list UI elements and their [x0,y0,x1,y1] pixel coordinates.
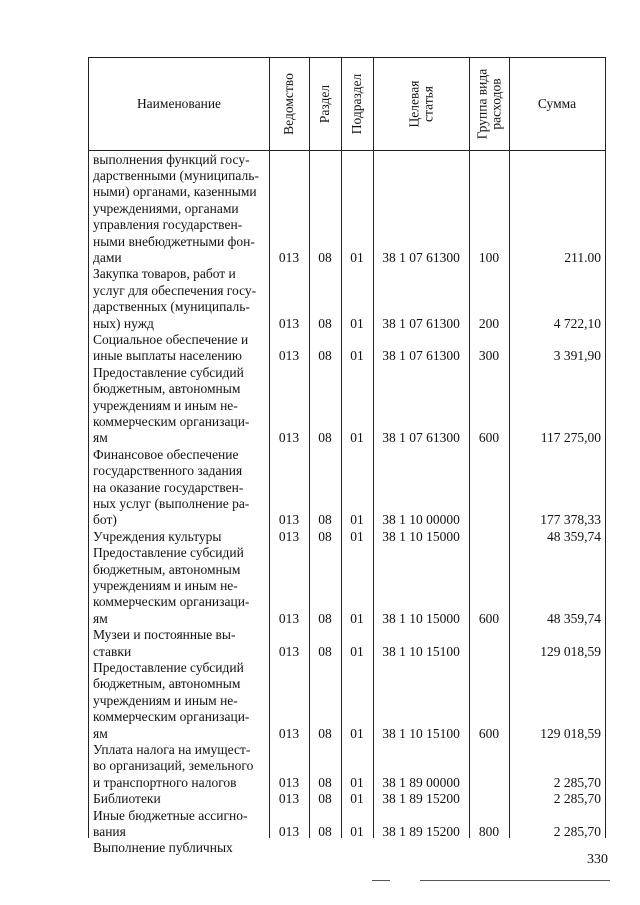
row-name-line: Социальное обеспечение и [93,331,249,347]
row-name-line: учреждениям и иным не- [93,692,238,708]
column-divider [509,58,510,838]
column-divider [341,58,342,838]
header-celevaya-line1: Целевая [406,80,421,128]
cell-celevaya: 38 1 89 15200 [382,823,460,839]
header-podrazdel-text: Подраздел [349,73,365,135]
row-name-line: Выполнение публичных [93,840,233,856]
row-name-line: и транспортного налогов [93,774,237,790]
header-razdel-text: Раздел [317,84,332,124]
cell-razdel: 08 [318,791,332,807]
cell-celevaya: 38 1 07 61300 [382,315,460,331]
row-name-line: Учреждения культуры [93,528,222,544]
header-gruppa [469,58,509,150]
cell-summa: 48 359,74 [547,528,601,544]
row-name-line: коммерческим организаци- [93,413,250,429]
cell-razdel: 08 [318,430,332,446]
cell-podrazdel: 01 [350,512,364,528]
cell-razdel: 08 [318,643,332,659]
row-name-line: ям [93,430,108,446]
row-name [93,742,265,791]
row-name [93,808,265,841]
row-name [93,266,265,332]
cell-razdel: 08 [318,348,332,364]
cell-celevaya: 38 1 07 61300 [382,249,460,265]
cell-podrazdel: 01 [350,430,364,446]
row-name [93,627,265,660]
row-name [93,840,265,856]
row-name-line: Предоставление субсидий [93,659,244,675]
cell-podrazdel: 01 [350,774,364,790]
footer-mark [372,880,390,881]
cell-vedomstvo: 013 [278,725,300,741]
cell-podrazdel: 01 [350,643,364,659]
cell-celevaya: 38 1 10 15000 [382,528,460,544]
row-name [93,447,265,529]
row-name-line: выполнения функций госу- [93,151,250,167]
row-name [93,365,265,447]
cell-celevaya: 38 1 10 15000 [382,610,460,626]
header-name-text: Наименование [136,96,222,111]
cell-podrazdel: 01 [350,791,364,807]
cell-vedomstvo: 013 [278,249,300,265]
row-name-line: Закупка товаров, работ и [93,266,236,282]
cell-vedomstvo: 013 [278,528,300,544]
row-name-line: учреждениям и иным не- [93,577,238,593]
header-celevaya-line2: статья [420,86,435,122]
cell-summa: 48 359,74 [547,610,601,626]
cell-gruppa: 600 [478,725,500,741]
cell-celevaya: 38 1 10 15100 [382,725,460,741]
column-divider [269,58,270,838]
row-name-line: на оказание государствен- [93,479,244,495]
header-summa-text: Сумма [537,96,577,111]
header-podrazdel [341,58,373,150]
footer-line [420,880,610,881]
cell-podrazdel: 01 [350,348,364,364]
row-name-line: Уплата налога на имущест- [93,741,251,757]
row-name-line: дами [93,249,122,265]
cell-gruppa: 800 [478,823,500,839]
header-celevaya [373,58,469,150]
cell-podrazdel: 01 [350,725,364,741]
header-name [89,58,269,150]
cell-vedomstvo: 013 [278,348,300,364]
cell-gruppa: 200 [478,315,500,331]
row-name-line: Библиотеки [93,791,161,807]
cell-summa: 129 018,59 [540,725,601,741]
budget-table [88,57,606,856]
cell-razdel: 08 [318,610,332,626]
cell-vedomstvo: 013 [278,774,300,790]
row-name-line: ставки [93,643,132,659]
cell-vedomstvo: 013 [278,430,300,446]
row-name-line: вания [93,823,126,839]
row-name-line: коммерческим организаци- [93,594,250,610]
cell-razdel: 08 [318,823,332,839]
row-name-line: управления государствен- [93,217,243,233]
cell-razdel: 08 [318,249,332,265]
row-name [93,332,265,365]
column-divider [373,58,374,838]
cell-podrazdel: 01 [350,823,364,839]
cell-celevaya: 38 1 10 00000 [382,512,460,528]
cell-celevaya: 38 1 89 00000 [382,774,460,790]
row-name-line: ных услуг (выполнение ра- [93,495,250,511]
cell-gruppa: 600 [478,430,500,446]
row-name [93,152,265,267]
row-name [93,529,265,545]
cell-summa: 2 285,70 [553,791,601,807]
cell-vedomstvo: 013 [278,512,300,528]
row-name-line: учреждениями, органами [93,200,239,216]
cell-razdel: 08 [318,725,332,741]
cell-razdel: 08 [318,512,332,528]
cell-razdel: 08 [318,315,332,331]
row-name-line: бюджетным, автономным [93,381,241,397]
cell-celevaya: 38 1 07 61300 [382,348,460,364]
cell-podrazdel: 01 [350,249,364,265]
cell-summa: 117 275,00 [540,430,601,446]
row-name-line: дарственными (муниципаль- [93,167,259,183]
cell-summa: 2 285,70 [553,774,601,790]
header-razdel [309,58,341,150]
row-name [93,791,265,807]
cell-vedomstvo: 013 [278,823,300,839]
cell-podrazdel: 01 [350,315,364,331]
cell-podrazdel: 01 [350,610,364,626]
cell-gruppa: 600 [478,610,500,626]
cell-summa: 129 018,59 [540,643,601,659]
row-name-line: Музеи и постоянные вы- [93,627,236,643]
row-name-line: ям [93,610,108,626]
row-name-line: иные выплаты населению [93,348,242,364]
row-name-line: государственного задания [93,463,243,479]
row-name-line: услуг для обеспечения госу- [93,282,257,298]
cell-vedomstvo: 013 [278,315,300,331]
header-vedomstvo [269,58,309,150]
row-name-line: бот) [93,512,117,528]
row-name-line: Финансовое обеспечение [93,446,239,462]
row-name-line: бюджетным, автономным [93,676,241,692]
cell-razdel: 08 [318,528,332,544]
row-name-line: Предоставление субсидий [93,364,244,380]
row-name-line: ям [93,725,108,741]
cell-summa: 4 722,10 [553,315,601,331]
cell-celevaya: 38 1 89 15200 [382,791,460,807]
cell-gruppa: 100 [478,249,500,265]
row-name-line: дарственных (муниципаль- [93,299,250,315]
cell-summa: 211.00 [564,249,601,265]
cell-summa: 177 378,33 [540,512,601,528]
row-name-line: коммерческим организаци- [93,709,250,725]
row-name-line: во организаций, земельного [93,758,254,774]
header-summa [509,58,605,150]
row-name-line: Предоставление субсидий [93,545,244,561]
cell-vedomstvo: 013 [278,643,300,659]
header-vedomstvo-text: Ведомство [281,73,296,135]
row-name-line: ными внебюджетными фон- [93,233,255,249]
cell-celevaya: 38 1 10 15100 [382,643,460,659]
column-divider [309,58,310,838]
cell-vedomstvo: 013 [278,791,300,807]
row-name-line: учреждениям и иным не- [93,397,238,413]
page-number: 330 [587,852,608,867]
column-divider [469,58,470,838]
cell-vedomstvo: 013 [278,610,300,626]
cell-summa: 3 391,90 [553,348,601,364]
row-name-line: бюджетным, автономным [93,561,241,577]
row-name-line: Иные бюджетные ассигно- [93,807,248,823]
cell-celevaya: 38 1 07 61300 [382,430,460,446]
cell-gruppa: 300 [478,348,500,364]
cell-summa: 2 285,70 [553,823,601,839]
row-name [93,545,265,627]
header-gruppa-line1: Группа вида [474,68,489,140]
row-name-line: ными) органами, казенными [93,184,257,200]
cell-razdel: 08 [318,774,332,790]
row-name-line: ных) нужд [93,315,154,331]
cell-podrazdel: 01 [350,528,364,544]
header-gruppa-line2: расходов [488,78,503,130]
row-name [93,660,265,742]
